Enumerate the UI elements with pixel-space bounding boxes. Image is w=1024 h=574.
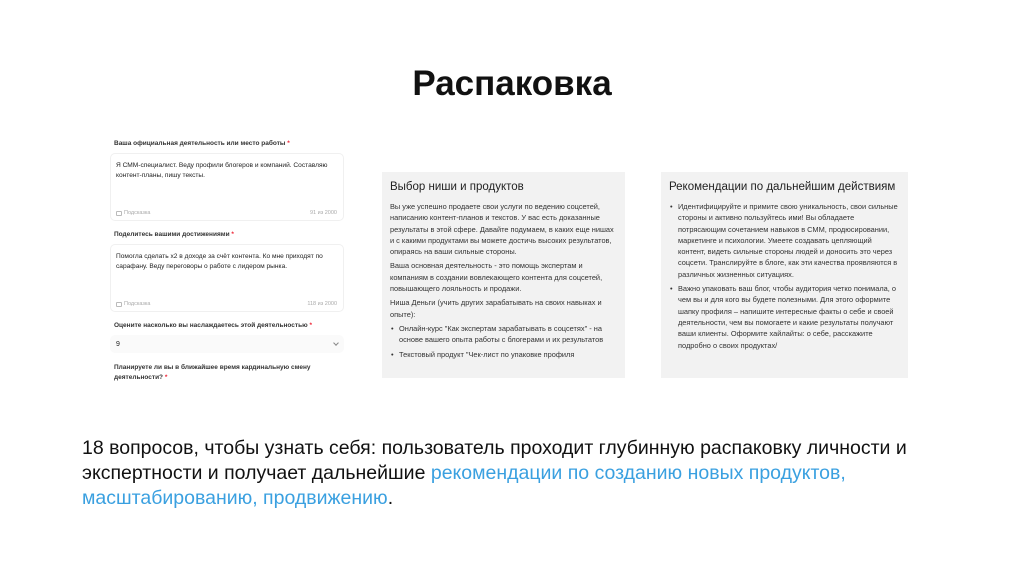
- question-enjoyment: [110, 322, 344, 353]
- panel-paragraph: Ваша основная деятельность - это помощь экспертам и компаниям в создании вовлекающего контента для соцсетей, повышающего лояльность и продажи.: [390, 261, 603, 294]
- question-career-change: [110, 363, 344, 383]
- product-list: [390, 323, 617, 360]
- char-counter: 118 из 2000: [307, 301, 337, 307]
- panel-title: Рекомендации по дальнейшим действиям: [669, 181, 896, 193]
- chevron-down-icon: [333, 340, 339, 346]
- list-item: • Идентифицируйте и примите свою уникальность, свои сильные стороны и активно пользуйтесь ими! Вы обладаете потрясающим сочетанием навыков в СММ, продюсировании, маркетинге и психологии. Умеете создавать цепляющий контент, видеть сильные стороны людей и доносить это через соцсети. Транслируйте в блоге, как эти качества проявляются в различных жизненных ситуациях.: [669, 201, 900, 280]
- achievements-answer-field[interactable]: [110, 244, 344, 312]
- hint-row: [116, 301, 337, 307]
- question-label: Поделитесь вашими достижениями *: [114, 231, 234, 238]
- occupation-answer-field[interactable]: [110, 153, 344, 221]
- hint-icon: [116, 302, 122, 307]
- hint-button[interactable]: [116, 301, 150, 307]
- slide-title: Распаковка: [412, 64, 612, 103]
- question-label: Ваша официальная деятельность или место работы *: [114, 140, 290, 147]
- answer-text: Я СММ-специалист. Веду профили блогеров и компаний. Составляю контент-планы, пишу тексты.: [116, 162, 328, 179]
- required-mark: *: [287, 140, 290, 147]
- caption-highlight: рекомендации по созданию новых продуктов, масштабированию, продвижению: [82, 462, 846, 509]
- list-item: • Онлайн-курс "Как экспертам зарабатывать в соцсетях" - на основе вашего опыта работы с блогерами и их результатов: [390, 323, 617, 346]
- char-counter: 91 из 2000: [309, 210, 337, 216]
- slide-caption: [82, 436, 962, 511]
- question-occupation: [110, 140, 344, 221]
- recommendations-panel: [661, 172, 908, 378]
- hint-label: Подсказка: [124, 210, 151, 216]
- hint-label: Подсказка: [124, 301, 151, 307]
- answer-text: Помогла сделать х2 в доходе за счёт контента. Ко мне приходят по сарафану. Веду переговоры о работе с лидером рынка.: [116, 253, 323, 270]
- questionnaire-form: [110, 140, 344, 412]
- recommendation-list: [669, 201, 900, 351]
- question-achievements: [110, 231, 344, 312]
- hint-icon: [116, 211, 122, 216]
- question-label: Оцените насколько вы наслаждаетесь этой деятельностью *: [114, 322, 312, 329]
- panel-title: Выбор ниши и продуктов: [390, 181, 524, 193]
- panel-paragraph: Ниша Деньги (учить других зарабатывать на своих навыках и опыте):: [390, 298, 602, 319]
- list-item: • Важно упаковать ваш блог, чтобы аудитория четко понимала, о чем вы и для кого вы будете полезными. Для этого оформите шапку профиля – напишите интересные факты о себе и своей деятельности, чем вы помогаете и какие результаты получают ваши клиенты. Оформите хайлайты: о себе, расскажите подробно о своих продуктах/: [669, 283, 900, 351]
- hint-row: [116, 210, 337, 216]
- required-mark: *: [309, 322, 312, 329]
- caption-end: .: [387, 487, 394, 509]
- question-label: Планируете ли вы в ближайшее время кардинальную смену деятельности? *: [114, 364, 311, 381]
- list-item: • Текстовый продукт "Чек-лист по упаковке профиля: [390, 349, 617, 360]
- caption-text: 18 вопросов, чтобы узнать себя: пользователь проходит глубинную распаковку личности и экспертности и получает дальнейшие: [82, 437, 907, 484]
- enjoyment-select[interactable]: [110, 335, 344, 353]
- required-mark: *: [231, 231, 234, 238]
- niche-panel: [382, 172, 625, 378]
- hint-button[interactable]: [116, 210, 150, 216]
- panel-paragraph: Вы уже успешно продаете свои услуги по ведению соцсетей, написанию контент-планов и текстов. У вас есть доказанные результаты в этой сфере. Давайте подумаем, в каких еще нишах и с какими продуктами вы можете достичь высоких результатов, опираясь на ваши сильные стороны.: [390, 202, 614, 257]
- select-value: 9: [116, 340, 120, 348]
- required-mark: *: [164, 374, 168, 381]
